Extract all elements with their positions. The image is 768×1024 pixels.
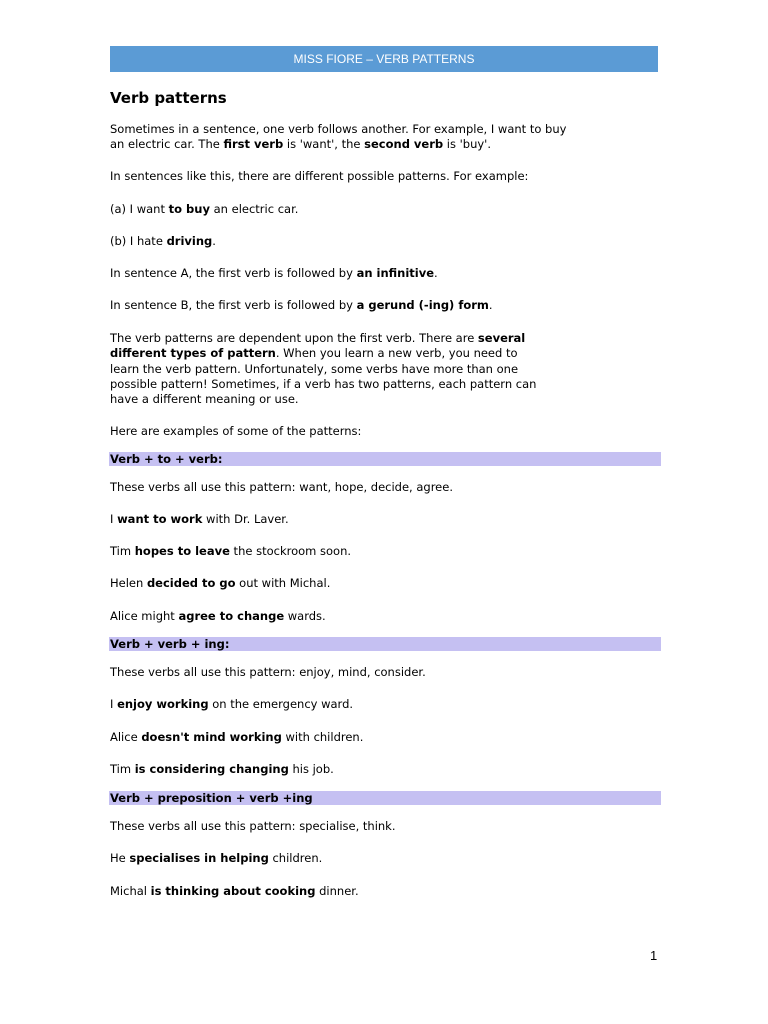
section-description: These verbs all use this pattern: want, hope, decide, agree. bbox=[110, 480, 453, 494]
page-number: 1 bbox=[650, 948, 658, 963]
example-sentence: Alice might agree to change wards. bbox=[110, 609, 326, 623]
page-title: Verb patterns bbox=[110, 89, 227, 107]
intro-paragraph-3: The verb patterns are dependent upon the first verb. There are several different types of pattern. When you learn a new verb, you need to learn the verb pattern. Unfortunately, some verbs have more than one possible pattern! Sometimes, if a verb has two patterns, each pattern can have a different meaning or use. bbox=[110, 331, 537, 407]
example-sentence: Alice doesn't mind working with children. bbox=[110, 730, 364, 744]
example-sentence: Tim hopes to leave the stockroom soon. bbox=[110, 544, 352, 558]
intro-paragraph-4: Here are examples of some of the patterns: bbox=[110, 424, 362, 438]
section-description: These verbs all use this pattern: enjoy, mind, consider. bbox=[110, 665, 426, 679]
sentence-a-explanation: In sentence A, the first verb is followed by an infinitive. bbox=[110, 266, 438, 280]
example-sentence: Michal is thinking about cooking dinner. bbox=[110, 884, 359, 898]
intro-paragraph-2: In sentences like this, there are different possible patterns. For example: bbox=[110, 169, 529, 183]
example-sentence: He specialises in helping children. bbox=[110, 851, 323, 865]
intro-paragraph-1: Sometimes in a sentence, one verb follows another. For example, I want to buy an electric car. The first verb is 'want', the second verb is 'buy'. bbox=[110, 122, 567, 152]
section-heading: Verb + preposition + verb +ing bbox=[109, 791, 661, 805]
section-heading: Verb + to + verb: bbox=[109, 452, 661, 466]
example-b: (b) I hate driving. bbox=[110, 234, 216, 248]
section-heading: Verb + verb + ing: bbox=[109, 637, 661, 651]
sentence-b-explanation: In sentence B, the first verb is followed by a gerund (-ing) form. bbox=[110, 298, 493, 312]
example-sentence: Helen decided to go out with Michal. bbox=[110, 576, 331, 590]
example-a: (a) I want to buy an electric car. bbox=[110, 202, 299, 216]
header-banner: MISS FIORE – VERB PATTERNS bbox=[110, 46, 658, 72]
section-description: These verbs all use this pattern: specialise, think. bbox=[110, 819, 396, 833]
example-sentence: I want to work with Dr. Laver. bbox=[110, 512, 289, 526]
example-sentence: I enjoy working on the emergency ward. bbox=[110, 697, 354, 711]
example-sentence: Tim is considering changing his job. bbox=[110, 762, 334, 776]
